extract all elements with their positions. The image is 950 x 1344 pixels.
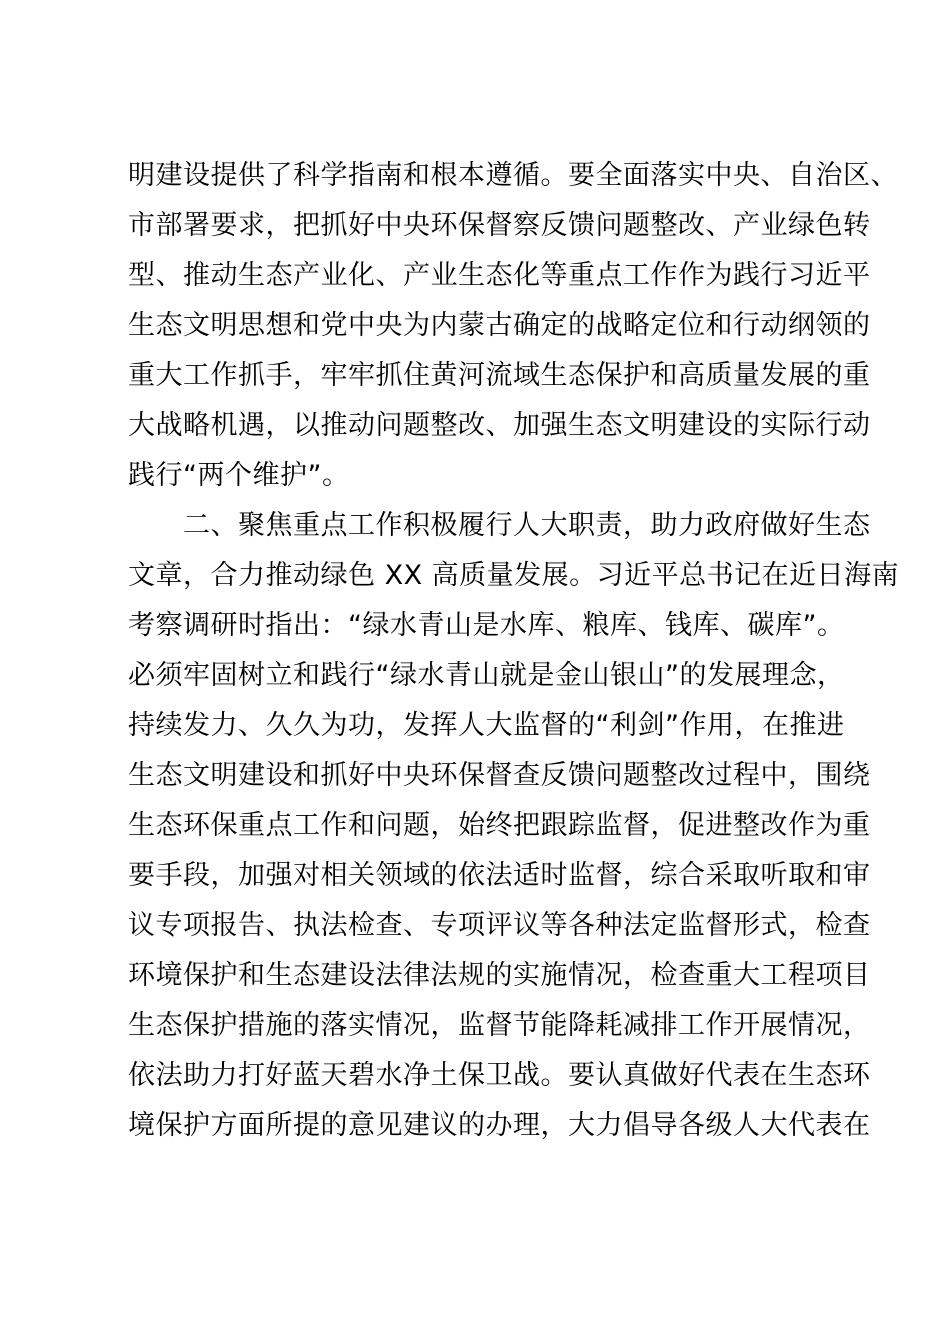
text-line: 明建设提供了科学指南和根本遵循。要全面落实中央、自治区、 bbox=[128, 160, 898, 191]
text-line: 重大工作抓手，牢牢抓住黄河流域生态保护和高质量发展的重 bbox=[128, 360, 871, 391]
text-line: 要手段，加强对相关领域的依法适时监督，综合采取听取和审 bbox=[128, 860, 871, 891]
text-line: 市部署要求，把抓好中央环保督察反馈问题整改、产业绿色转 bbox=[128, 210, 871, 241]
text-line: 持续发力、久久为功，发挥人大监督的“利剑”作用，在推进 bbox=[128, 710, 845, 741]
text-line: 议专项报告、执法检查、专项评议等各种法定监督形式，检查 bbox=[128, 910, 871, 941]
text-line: 型、推动生态产业化、产业生态化等重点工作作为践行习近平 bbox=[128, 260, 871, 291]
text-line: 践行“两个维护”。 bbox=[128, 460, 350, 491]
text-line: 生态环保重点工作和问题，始终把跟踪监督，促进整改作为重 bbox=[128, 810, 871, 841]
text-line: 文章，合力推动绿色 XX 高质量发展。习近平总书记在近日海南 bbox=[128, 560, 900, 591]
paragraph-heading-line: 二、聚焦重点工作积极履行人大职责，助力政府做好生态 bbox=[128, 510, 871, 541]
text-line: 生态文明思想和党中央为内蒙古确定的战略定位和行动纲领的 bbox=[128, 310, 871, 341]
text-line: 生态文明建设和抓好中央环保督查反馈问题整改过程中，围绕 bbox=[128, 760, 871, 791]
text-line: 依法助力打好蓝天碧水净土保卫战。要认真做好代表在生态环 bbox=[128, 1060, 871, 1091]
text-line: 必须牢固树立和践行“绿水青山就是金山银山”的发展理念， bbox=[128, 660, 845, 691]
text-line: 境保护方面所提的意见建议的办理，大力倡导各级人大代表在 bbox=[128, 1110, 871, 1141]
text-line: 生态保护措施的落实情况，监督节能降耗减排工作开展情况， bbox=[128, 1010, 871, 1041]
text-line: 大战略机遇，以推动问题整改、加强生态文明建设的实际行动 bbox=[128, 410, 871, 441]
text-line: 环境保护和生态建设法律法规的实施情况，检查重大工程项目 bbox=[128, 960, 871, 991]
text-line: 考察调研时指出：“绿水青山是水库、粮库、钱库、碳库”。 bbox=[128, 610, 845, 641]
